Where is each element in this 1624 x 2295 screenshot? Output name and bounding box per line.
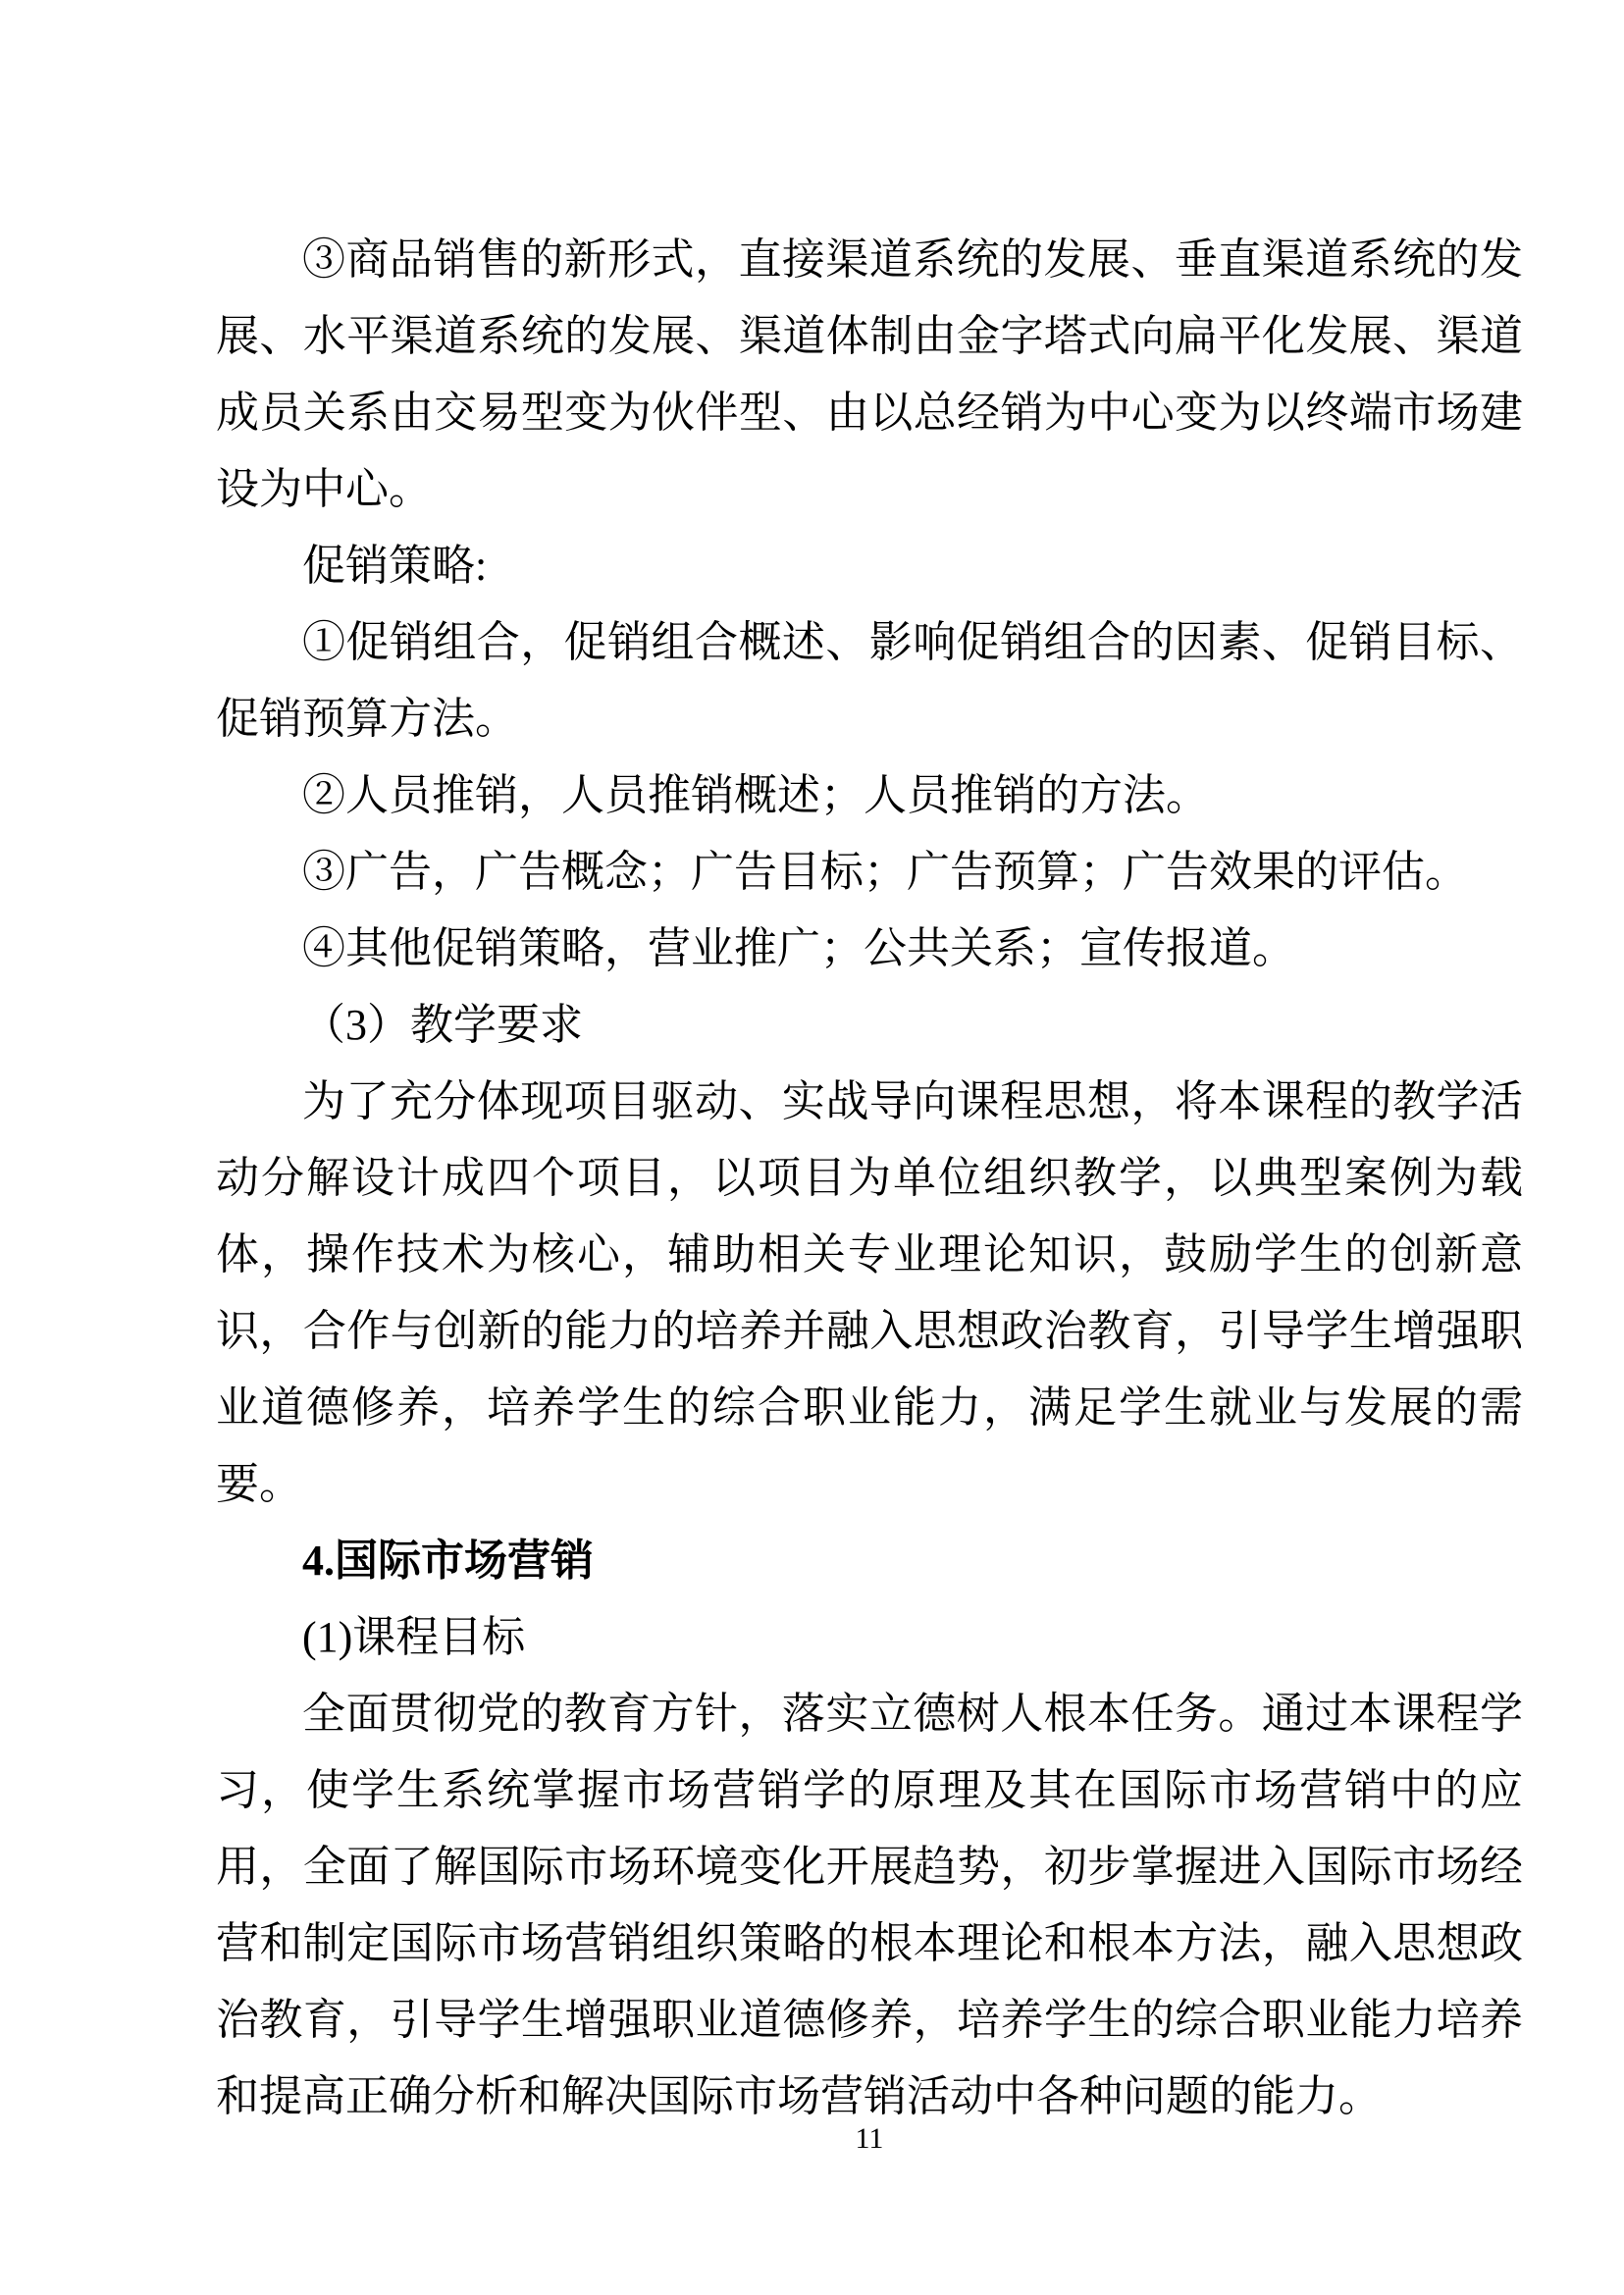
text-line: 全面贯彻党的教育方针，落实立德树人根本任务。通过本课程学: [302, 1690, 1523, 1738]
text-line: 和提高正确分析和解决国际市场营销活动中各种问题的能力。: [216, 2072, 1382, 2120]
text-content: [216, 222, 1523, 2135]
text-line: 体，操作技术为核心，辅助相关专业理论知识，鼓励学生的创新意: [216, 1230, 1523, 1278]
page-number: 11: [855, 2122, 884, 2155]
text-line: 用，全面了解国际市场环境变化开展趋势，初步掌握进入国际市场经: [216, 1843, 1523, 1891]
text-line: 促销预算方法。: [216, 695, 518, 743]
text-line: ②人员推销，人员推销概述；人员推销的方法。: [302, 771, 1209, 819]
text-line: 为了充分体现项目驱动、实战导向课程思想，将本课程的教学活: [302, 1077, 1523, 1125]
text-line: 设为中心。: [216, 465, 432, 513]
text-line: （3）教学要求: [302, 1001, 583, 1049]
text-line: 治教育，引导学生增强职业道德修养，培养学生的综合职业能力培养: [216, 1996, 1523, 2044]
text-line: ③广告，广告概念；广告目标；广告预算；广告效果的评估。: [302, 848, 1468, 896]
subsection-heading: (1)课程目标: [302, 1613, 526, 1661]
text-line: ④其他促销策略，营业推广；公共关系；宣传报道。: [302, 924, 1295, 972]
section-heading: 4.国际市场营销: [302, 1537, 594, 1585]
text-line: 识，合作与创新的能力的培养并融入思想政治教育，引导学生增强职: [216, 1307, 1523, 1355]
text-line: 促销策略:: [302, 542, 488, 590]
text-line: 成员关系由交易型变为伙伴型、由以总经销为中心变为以终端市场建: [216, 389, 1523, 437]
text-line: ③商品销售的新形式，直接渠道系统的发展、垂直渠道系统的发: [302, 235, 1523, 284]
text-line: ①促销组合，促销组合概述、影响促销组合的因素、促销目标、: [302, 618, 1523, 666]
text-line: 习，使学生系统掌握市场营销学的原理及其在国际市场营销中的应: [216, 1766, 1523, 1814]
text-line: 动分解设计成四个项目，以项目为单位组织教学，以典型案例为载: [216, 1154, 1523, 1202]
text-line: 要。: [216, 1460, 302, 1508]
text-line: 展、水平渠道系统的发展、渠道体制由金字塔式向扁平化发展、渠道: [216, 312, 1523, 360]
text-line: 业道德修养，培养学生的综合职业能力，满足学生就业与发展的需: [216, 1383, 1523, 1432]
text-line: 营和制定国际市场营销组织策略的根本理论和根本方法，融入思想政: [216, 1919, 1523, 1967]
